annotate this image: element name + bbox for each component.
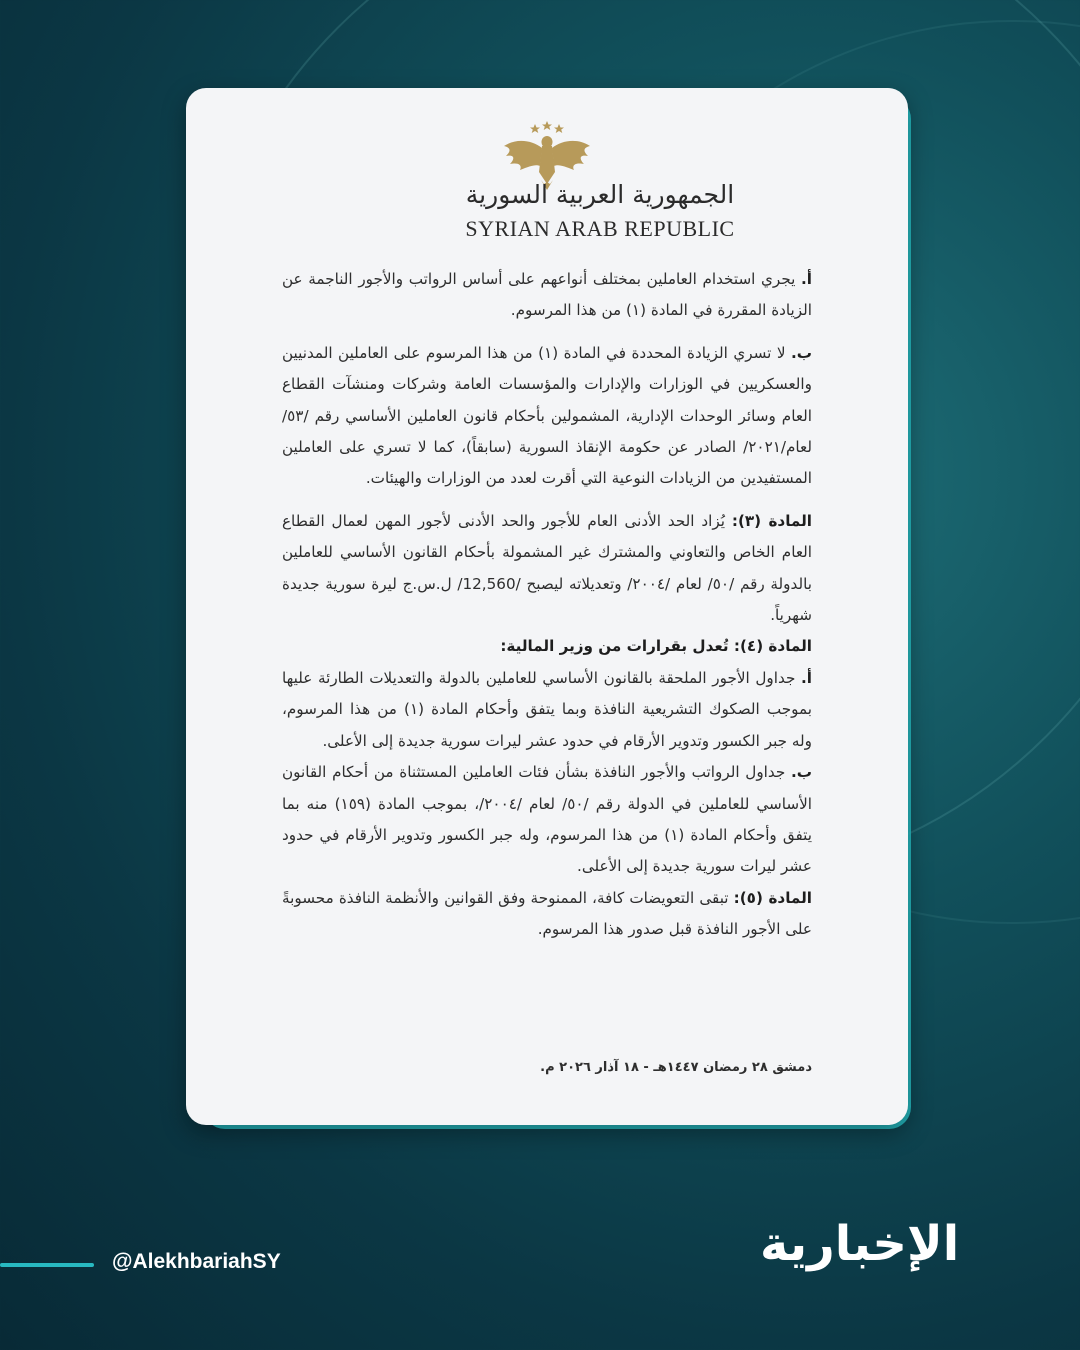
- paragraph-lead: أ.: [801, 270, 813, 288]
- article-heading: المادة (٤): تُعدل بقرارات من وزير المالية:: [500, 637, 812, 656]
- article-heading: المادة (٥):: [733, 888, 813, 907]
- republic-name-arabic: الجمهورية العربية السورية: [465, 180, 735, 209]
- decree-body: [186, 264, 908, 946]
- paragraph-text: لا تسري الزيادة المحددة في المادة (١) من هذا المرسوم على العاملين المدنيين والعسكريين في الوزارات والإدارات والمؤسسات العامة وشركات ومنشآت القطاع العام وسائر الوحدات الإدارية، المشمولين بأحكام قانون العاملين الأساسي رقم /٥٣/لعام/٢٠٢١/ الصادر عن حكومة الإنقاذ السورية (سابقاً)، كما لا تسري على العاملين المستفيدين من الزيادات النوعية التي أقرت لعدد من الوزارات والهيئات.: [282, 343, 812, 488]
- republic-name-english: SYRIAN ARAB REPUBLIC: [465, 216, 735, 241]
- paragraph-lead: ب.: [790, 763, 812, 782]
- article-3: [282, 506, 812, 632]
- article-5: [282, 883, 812, 946]
- handle-accent-line: [0, 1263, 94, 1267]
- paragraph-text: يجري استخدام العاملين بمختلف أنواعهم على أساس الرواتب والأجور الناجمة عن الزيادة المقررة في المادة (١) من هذا المرسوم.: [282, 270, 812, 320]
- paragraph-lead: أ.: [801, 668, 812, 687]
- decree-date: دمشق ٢٨ رمضان ١٤٤٧هـ - ١٨ آذار ٢٠٢٦ م.: [540, 1060, 812, 1075]
- paragraph-text: يُزاد الحد الأدنى العام للأجور والحد الأدنى لأجور المهن لعمال القطاع العام الخاص والتعاوني والمشترك غير المشمولة بأحكام القانون الأساسي للعاملين بالدولة رقم /٥٠/ لعام /٢٠٠٤/ وتعديلاته ليصبح /12,560/ ل.س.ج ليرة سورية جديدة شهرياً.: [282, 511, 812, 625]
- paragraph: [282, 264, 812, 327]
- paragraph-text: جداول الأجور الملحقة بالقانون الأساسي للعاملين بالدولة والتعديلات الطارئة عليها بموجب الصكوك التشريعية النافذة وبما يتفق وأحكام المادة (١) من هذا المرسوم، وله جبر الكسور وتدوير الأرقام في حدود عشر ليرات سورية جديدة إلى الأعلى.: [282, 668, 812, 750]
- paragraph: [282, 663, 812, 757]
- paragraph: [282, 338, 812, 495]
- document-card: [186, 88, 908, 1125]
- article-4-heading: [282, 631, 812, 662]
- paragraph-text: تبقى التعويضات كافة، الممنوحة وفق القوانين والأنظمة النافذة محسوبةً على الأجور النافذة قبل صدور هذا المرسوم.: [282, 888, 812, 939]
- social-handle[interactable]: @AlekhbariahSY: [112, 1250, 281, 1273]
- channel-logo: الإخبارية: [760, 1216, 960, 1272]
- paragraph-lead: ب.: [790, 343, 813, 362]
- article-heading: المادة (٣):: [731, 511, 813, 530]
- paragraph: [282, 757, 812, 883]
- paragraph-text: جداول الرواتب والأجور النافذة بشأن فئات العاملين المستثناة من أحكام القانون الأساسي للعاملين في الدولة رقم /٥٠/ لعام /٢٠٠٤/، بموجب المادة (١٥٩) منه بما يتفق وأحكام المادة (١) من هذا المرسوم، وله جبر الكسور وتدوير الأرقام في حدود عشر ليرات سورية جديدة إلى الأعلى.: [282, 763, 813, 876]
